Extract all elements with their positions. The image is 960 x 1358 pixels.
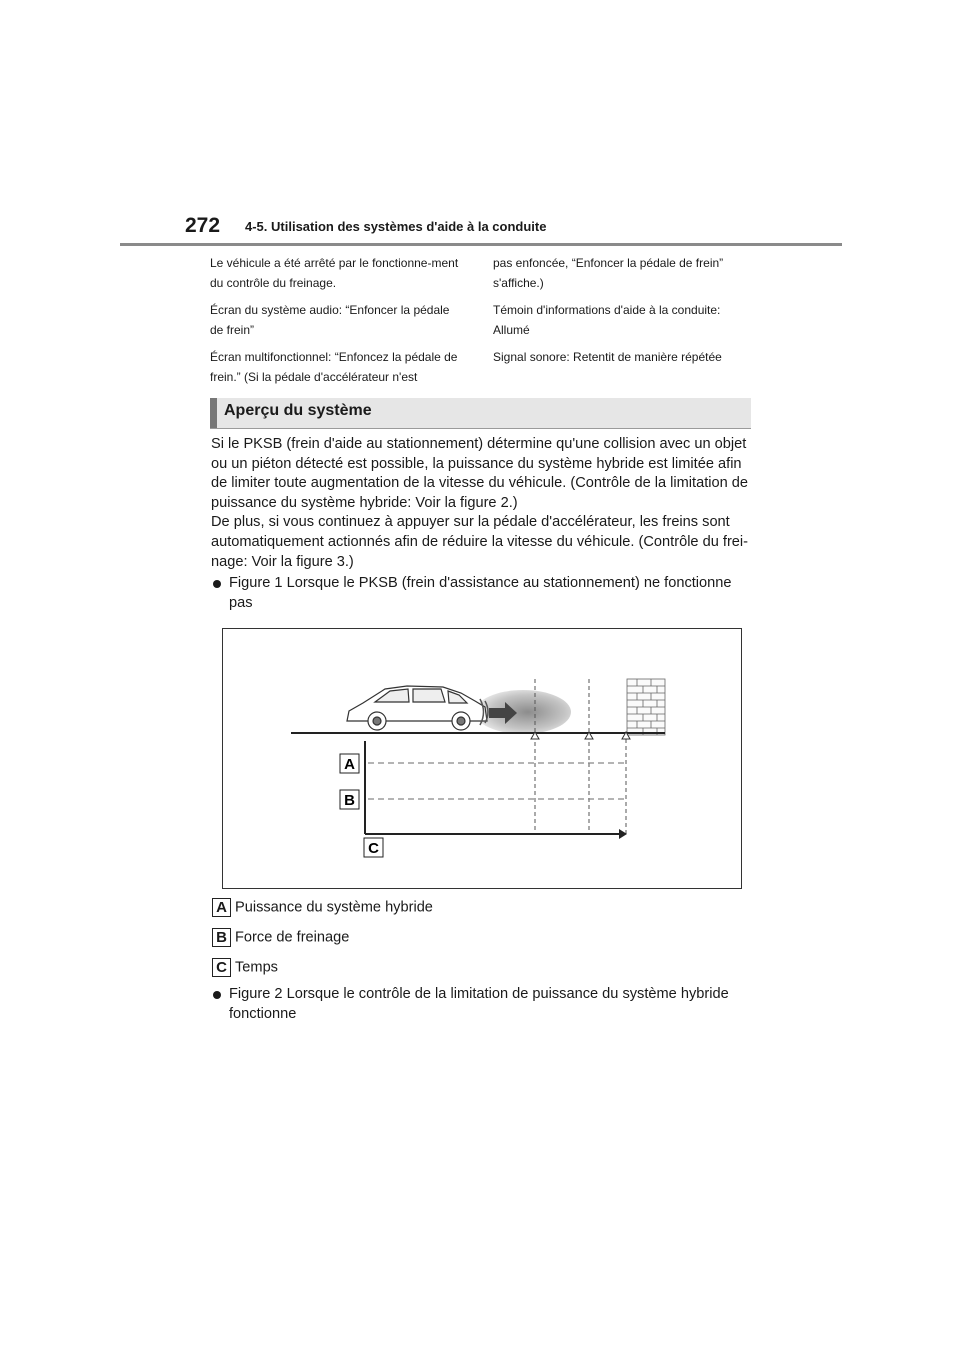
legend-a	[212, 898, 433, 917]
legend-b	[212, 928, 349, 947]
paragraph-1: Si le PKSB (frein d'aide au stationnement) détermine qu'une collision avec un objet ou un piéton détecté est possible, la puissance du système hybride est limitée afin de limiter toute augmentation de la vitesse du véhicule. (Contrôle de la limitation de puissance du système hybride: Voir la figure 2.)	[211, 436, 749, 511]
svg-text:C: C	[368, 840, 379, 857]
paragraph-2: De plus, si vous continuez à appuyer sur la pédale d'accélérateur, les freins sont automatiquement actionnés afin de réduire la vitesse du véhicule. (Contrôle du frei-nage: Voir la figure 3.)	[211, 514, 749, 570]
svg-text:A: A	[344, 756, 355, 773]
intro-left-1: Le véhicule a été arrêté par le fonctionne-ment du contrôle du freinage.	[210, 256, 459, 290]
intro-right-column	[493, 253, 743, 374]
intro-right-3: Signal sonore: Retentit de manière répétée	[493, 350, 722, 364]
label-b	[340, 790, 359, 809]
legend-key: C	[212, 958, 231, 977]
page-number: 272	[185, 214, 221, 237]
legend-text: Temps	[235, 959, 278, 976]
intro-left-3: Écran multifonctionnel: “Enfoncez la pédale de frein.” (Si la pédale d'accélérateur n'est	[210, 350, 458, 384]
section-title: 4-5. Utilisation des systèmes d'aide à la conduite	[245, 219, 547, 234]
intro-right-1: pas enfoncée, “Enfoncer la pédale de frein” s'affiche.)	[493, 256, 724, 290]
legend-key: B	[212, 928, 231, 947]
body-text	[211, 435, 756, 572]
svg-text:B: B	[344, 792, 355, 809]
header-rule	[120, 243, 842, 246]
car-icon	[347, 686, 487, 730]
bullet-dot	[213, 580, 221, 588]
label-c	[364, 838, 383, 857]
legend-c	[212, 958, 278, 977]
wall-icon	[627, 679, 665, 735]
legend-text: Force de freinage	[235, 929, 350, 946]
level-lines	[368, 763, 626, 799]
label-a	[340, 754, 359, 773]
bullet-dot	[213, 991, 221, 999]
section-heading	[210, 398, 751, 429]
legend-key: A	[212, 898, 231, 917]
intro-left-2: Écran du système audio: “Enfoncer la pédale de frein”	[210, 303, 450, 337]
legend-text: Puissance du système hybride	[235, 899, 433, 916]
heading-text: Aperçu du système	[224, 402, 372, 419]
bullet-text: Figure 1 Lorsque le PKSB (frein d'assistance au stationnement) ne fonctionne pas	[229, 575, 732, 611]
figure-1	[222, 628, 742, 889]
intro-left-column	[210, 253, 460, 394]
bullet-figure-1	[213, 574, 743, 613]
bullet-text: Figure 2 Lorsque le contrôle de la limitation de puissance du système hybride fonctionne	[229, 986, 729, 1022]
bullet-figure-2	[213, 985, 743, 1024]
intro-right-2: Témoin d'informations d'aide à la conduite: Allumé	[493, 303, 721, 337]
heading-accent	[210, 398, 217, 428]
figure-1-diagram	[223, 629, 741, 888]
